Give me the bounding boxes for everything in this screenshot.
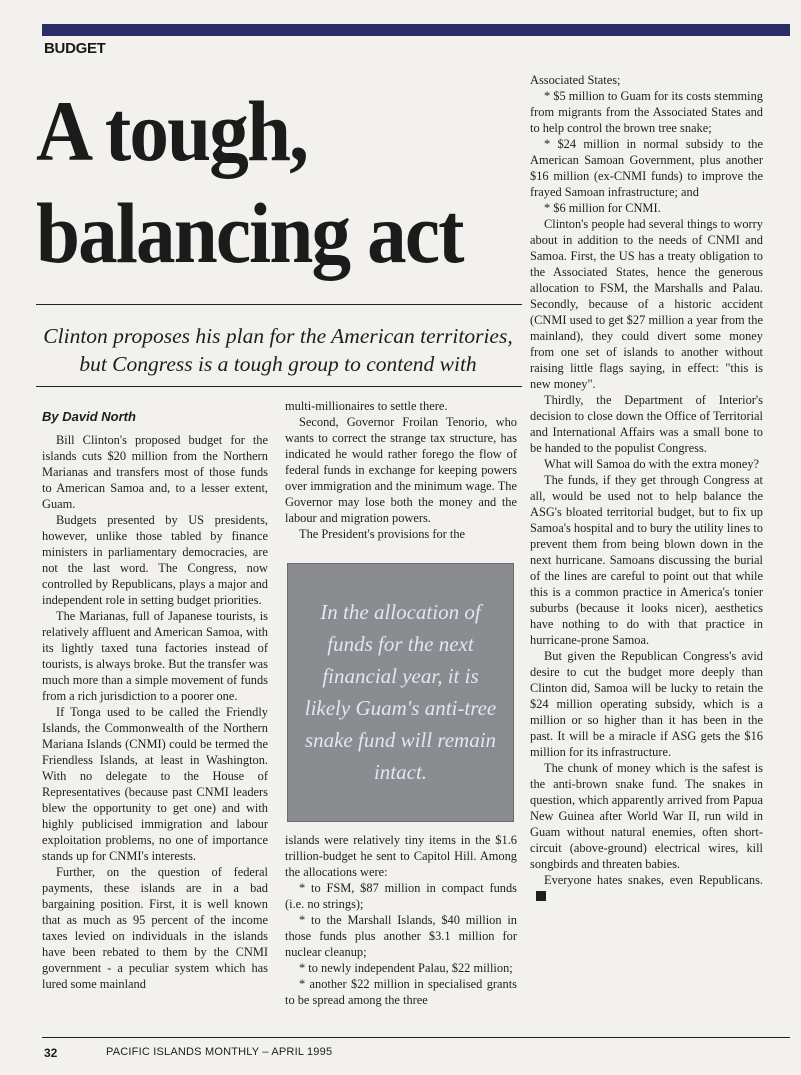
- magazine-footer: PACIFIC ISLANDS MONTHLY – APRIL 1995: [106, 1046, 333, 1058]
- paragraph: But given the Republican Congress's avid desire to cut the budget more deeply than Clinton did, Samoa will be lucky to retain the $24 million operating subsidy, which is a million or so higher than it has been in the past. It will be a miracle if ASG gets the $16 million for its infrastructure.: [530, 649, 763, 759]
- headline: A tough, balancing act: [36, 83, 463, 281]
- end-mark-icon: [536, 891, 546, 901]
- section-label: BUDGET: [44, 40, 106, 57]
- paragraph: Further, on the question of federal payments, these islands are in a bad bargaining position. First, it is well known that as much as 95 percent of the income taxes levied on individuals in the islands have been rebated to them by the CNMI government - a peculiar system which has lured some mainland: [42, 865, 268, 991]
- paragraph: Second, Governor Froilan Tenorio, who wants to correct the strange tax structure, has indicated he would rather forego the flow of federal funds in exchange for keeping powers over immigration and the minimum wage. The Governor may lose both the money and the labour and migration powers.: [285, 415, 517, 525]
- list-item: * to the Marshall Islands, $40 million in those funds plus another $3.1 million for nuclear cleanup;: [285, 913, 517, 959]
- deck-top-rule: [36, 304, 522, 305]
- paragraph: Clinton's people had several things to worry about in addition to the needs of CNMI and Samoa. First, the US has a treaty obligation to the Associated States, hence the generous allocation to FSM, the Marshalls and Palau. Secondly, because of a historic accident (CNMI used to get $27 million a year from the mainland), they could divert some money from one set of islands to another without raising little flags saying, in effect: "this is new money".: [530, 217, 763, 391]
- last-paragraph: [530, 872, 763, 904]
- list-item: * $5 million to Guam for its costs stemming from migrants from the Associated States and to help control the brown tree snake;: [530, 89, 763, 135]
- list-item: * another $22 million in specialised grants to be spread among the three: [285, 977, 517, 1007]
- footer-rule: [42, 1037, 790, 1038]
- paragraph-text: Everyone hates snakes, even Republicans.: [544, 873, 763, 887]
- paragraph: The Marianas, full of Japanese tourists, is relatively affluent and American Samoa, with its lightly taxed tuna factories instead of tourists, is always broke. But the transfer was much more than a simple movement of funds from a rich jurisdiction to a poorer one.: [42, 609, 268, 703]
- deck: Clinton proposes his plan for the American territories, but Congress is a tough group to contend with: [43, 324, 513, 376]
- list-item: * to FSM, $87 million in compact funds (i.e. no strings);: [285, 881, 517, 911]
- deck-bottom-rule: [36, 386, 522, 387]
- list-item: * $6 million for CNMI.: [544, 201, 661, 215]
- paragraph: Thirdly, the Department of Interior's decision to close down the Office of Territorial and International Affairs was a small bone to be handed to the populist Congress.: [530, 393, 763, 455]
- column-1: [42, 432, 268, 992]
- paragraph: The chunk of money which is the safest is the anti-brown snake fund. The snakes in question, which apparently arrived from Papua New Guinea after World War II, run wild in Guam without natural enemies, often short-circuit (above-ground) electrical wires, kill songbirds and threaten babies.: [530, 761, 763, 871]
- paragraph: What will Samoa do with the extra money?: [544, 457, 760, 471]
- paragraph: If Tonga used to be called the Friendly Islands, the Commonwealth of the Northern Mariana Islands (CNMI) could be termed the Friendless Islands, at least in Washington. With no delegate to the House of Representatives (because past CNMI leaders blew the opportunity to get one) and with highly publicised immigration and labour exploitation problems, no one of importance stands up for CNMI's interests.: [42, 705, 268, 863]
- header-color-bar: [42, 24, 790, 36]
- column-2-top: [285, 398, 517, 542]
- paragraph: multi-millionaires to settle there.: [285, 399, 448, 413]
- paragraph: islands were relatively tiny items in the $1.6 trillion-budget he sent to Capitol Hill. Among the allocations were:: [285, 833, 517, 879]
- list-item: * to newly independent Palau, $22 million;: [299, 961, 513, 975]
- column-3: [530, 72, 763, 904]
- byline: By David North: [42, 409, 136, 424]
- column-2-bottom: [285, 832, 517, 1008]
- list-item: * $24 million in normal subsidy to the American Samoan Government, plus another $16 million (ex-CNMI funds) to improve the frayed Samoan infrastructure; and: [530, 137, 763, 199]
- paragraph: The funds, if they get through Congress at all, would be used not to help balance the ASG's bloated territorial budget, but to fix up Samoa's hospital and to bury the utility lines to prevent them from being blown down in the next hurricane. Samoans discussing the burial of the lines are careful to point out that while this is a common practice in America's tonier suburbs (because it looks nicer), aesthetics have nothing to do with that practice in hurricane-prone Samoa.: [530, 473, 763, 647]
- paragraph: The President's provisions for the: [299, 527, 466, 541]
- page-number: 32: [44, 1046, 58, 1060]
- pull-quote: In the allocation of funds for the next financial year, it is likely Guam's anti-tree snake fund will remain intact.: [287, 563, 514, 822]
- paragraph: Associated States;: [530, 73, 621, 87]
- paragraph: Bill Clinton's proposed budget for the islands cuts $20 million from the Northern Marianas and transfers most of those funds to American Samoa and, to a lesser extent, Guam.: [42, 433, 268, 511]
- paragraph: Budgets presented by US presidents, however, unlike those tabled by finance ministers in parliamentary democracies, are not the last word. The Congress, now controlled by Republicans, plays a major and independent role in setting budget priorities.: [42, 513, 268, 607]
